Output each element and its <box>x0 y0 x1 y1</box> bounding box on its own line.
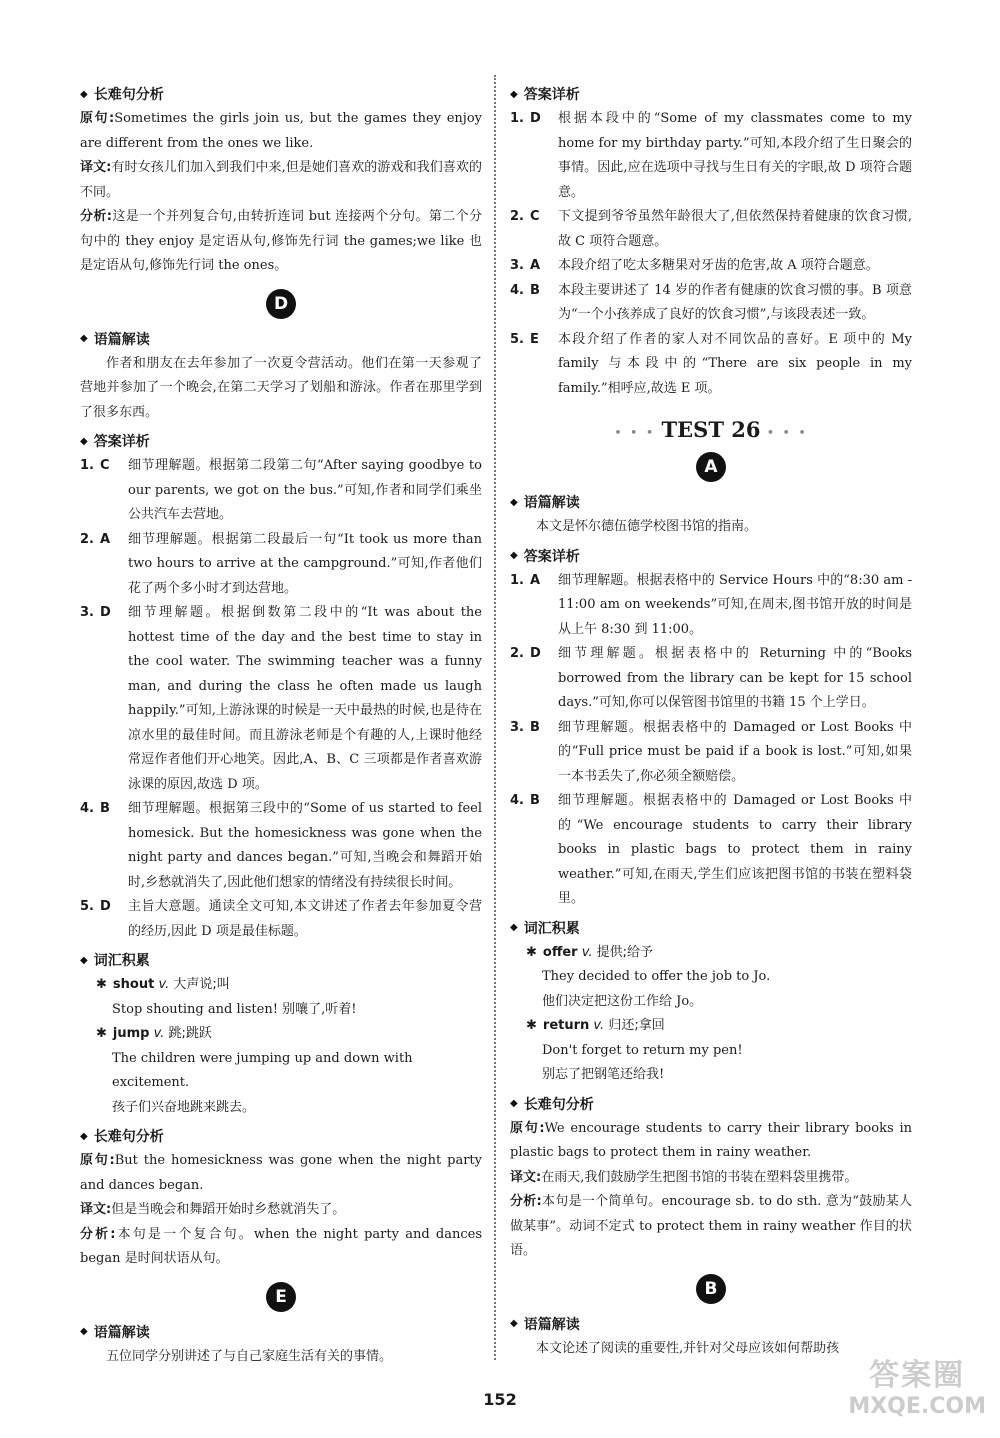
answer-item: 1. C 细节理解题。根据第二段第二句“After saying goodbye to our parents, we got on the bus.”可知,作者和同学们乘坐公共汽车去营地。 <box>80 458 482 522</box>
vocab-entry <box>96 1022 482 1120</box>
section-header-passage: ◆ 语篇解读 <box>510 495 580 511</box>
pencil-icon: ◆ <box>510 922 518 933</box>
vocab-headword: ✱ return v. 归还;拿回 <box>526 1018 665 1033</box>
pencil-icon: ◆ <box>80 1130 88 1142</box>
vocab-example-en: They decided to offer the job to Jo. <box>542 969 771 984</box>
section-header-answers: ◆ 答案详析 <box>510 548 580 565</box>
pencil-icon: ◆ <box>510 1318 518 1329</box>
asterisk-icon: ✱ <box>96 977 107 992</box>
vocab-example-en: The children were jumping up and down with excitement. <box>112 1050 413 1090</box>
page-number: 152 <box>483 1390 517 1409</box>
section-badge-a: A <box>696 452 726 482</box>
watermark-logo: 答案圈 MXQE.COM <box>848 1358 986 1419</box>
vocab-headword: ✱ offer v. 提供;给予 <box>526 944 654 960</box>
analysis: 分析:这是一个并列复合句,由转折连词 but 连接两个分句。第二个分句中的 they enjoy 是定语从句,修饰先行词 the games;we like 也是定语从句,修饰先行词 the ones。 <box>80 209 482 273</box>
translation: 译文:有时女孩儿们加入到我们中来,但是她们喜欢的游戏和我们喜欢的不同。 <box>80 160 482 200</box>
left-column <box>80 78 482 1369</box>
vocab-example-zh: 他们决定把这份工作给 Jo。 <box>542 993 703 1009</box>
section-header-passage: ◆ 语篇解读 <box>510 1316 580 1333</box>
pencil-icon: ◆ <box>80 954 88 966</box>
asterisk-icon: ✱ <box>96 1026 107 1041</box>
vocab-example: Stop shouting and listen! 别嚷了,听着! <box>112 1001 357 1017</box>
pencil-icon: ◆ <box>510 496 518 508</box>
pencil-icon: ◆ <box>510 1098 518 1109</box>
vocab-entry <box>526 1014 912 1088</box>
section-header-passage: ◆ 语篇解读 <box>80 331 150 348</box>
original-sentence: 原句:But the homesickness was gone when the night party and dances began. <box>80 1153 482 1193</box>
vocab-example-zh: 别忘了把钢笔还给我! <box>542 1067 665 1082</box>
answer-list-e <box>510 107 912 401</box>
vocab-example-zh: 孩子们兴奋地跳来跳去。 <box>112 1099 256 1115</box>
answer-item: 3. A 本段介绍了吃太多糖果对牙齿的危害,故 A 项符合题意。 <box>510 258 879 273</box>
answer-item: 4. B 细节理解题。根据表格中的 Damaged or Lost Books 中的“We encourage students to carry their library books in plastic bags to protect them in rainy weather.”可知,在雨天,学生们应该把图书馆的书装在塑料袋里。 <box>510 793 912 906</box>
answer-item: 3. D 细节理解题。根据倒数第二段中的“It was about the hottest time of the day and the best time to stay in the cool water. The swimming teacher was a funny man, and during the class he often made us laugh happily.”可知,上游泳课的时候是一天中最热的时候,也是待在凉水里的最佳时间。而且游泳老师是个有趣的人,上课时他经常逗作者他们开心地笑。因此,A、B、C 三项都是作者喜欢游泳课的原因,故选 D 项。 <box>80 605 482 792</box>
passage-summary: 作者和朋友在去年参加了一次夏令营活动。他们在第一天参观了营地并参加了一个晚会,在第二天学习了划船和游泳。作者在那里学到了很多东西。 <box>80 355 482 420</box>
section-header-long-sentence: ◆ 长难句分析 <box>510 1096 594 1113</box>
vocab-headword: ✱ jump v. 跳;跳跃 <box>96 1026 212 1041</box>
passage-summary: 本文是怀尔德伍德学校图书馆的指南。 <box>536 519 758 534</box>
answer-item: 2. A 细节理解题。根据第二段最后一句“It took us more than two hours to arrive at the campground.”可知,作者他们花了两个多小时才到达营地。 <box>80 531 482 596</box>
pencil-icon: ◆ <box>80 88 88 100</box>
section-header-long-sentence: ◆ 长难句分析 <box>80 1129 164 1145</box>
asterisk-icon: ✱ <box>526 944 537 960</box>
answer-item: 4. B 细节理解题。根据第三段中的“Some of us started to feel homesick. But the homesickness was gone when the night party and dances began.”可知,当晚会和舞蹈开始时,乡愁就消失了,因此他们想家的情绪没有持续很长时间。 <box>80 801 482 890</box>
dots-decoration: • • • <box>614 426 662 441</box>
vocab-example-en: Don't forget to return my pen! <box>542 1042 743 1058</box>
section-badge-d: D <box>266 289 296 319</box>
passage-summary: 本文论述了阅读的重要性,并针对父母应该如何帮助孩 <box>536 1340 840 1356</box>
translation: 译文:在雨天,我们鼓励学生把图书馆的书装在塑料袋里携带。 <box>510 1169 858 1185</box>
answer-item: 5. E 本段介绍了作者的家人对不同饮品的喜好。E 项中的 My family 与本段中的“There are six people in my family.”相呼应,故选 E 项。 <box>510 331 912 396</box>
pencil-icon: ◆ <box>80 333 88 344</box>
original-sentence: 原句:We encourage students to carry their library books in plastic bags to protect them in rainy weather. <box>510 1120 912 1160</box>
answer-list-d <box>80 454 482 944</box>
pencil-icon: ◆ <box>80 1326 88 1337</box>
vocab-headword: ✱ shout v. 大声说;叫 <box>96 977 230 992</box>
section-header-vocab: ◆ 词汇积累 <box>510 920 580 937</box>
answer-item: 5. D 主旨大意题。通读全文可知,本文讲述了作者去年参加夏令营的经历,因此 D 项是最佳标题。 <box>80 899 482 939</box>
section-header-answers: ◆ 答案详析 <box>80 434 150 450</box>
pencil-icon: ◆ <box>80 435 88 447</box>
answer-item: 1. A 细节理解题。根据表格中的 Service Hours 中的“8:30 am - 11:00 am on weekends”可知,在周末,图书馆开放的时间是从上午 8:30 到 11:00。 <box>510 572 912 637</box>
right-column <box>510 78 912 1361</box>
original-sentence: 原句:Sometimes the girls join us, but the games they enjoy are different from the ones we like. <box>80 111 482 151</box>
section-badge-e: E <box>266 1282 296 1312</box>
section-header-long-sentence: ◆ 长难句分析 <box>80 87 164 103</box>
section-header-vocab: ◆ 词汇积累 <box>80 953 150 969</box>
answer-list-a <box>510 569 912 912</box>
dots-decoration: • • • <box>760 426 808 441</box>
answer-item: 3. B 细节理解题。根据表格中的 Damaged or Lost Books 中的“Full price must be paid if a book is lost.”可知,如果一本书丢失了,你必须全额赔偿。 <box>510 719 912 784</box>
vocab-entry <box>96 973 482 1022</box>
section-badge-b: B <box>696 1274 726 1304</box>
pencil-icon: ◆ <box>510 550 518 561</box>
test-title: • • • TEST 26 • • • <box>614 417 808 442</box>
passage-summary: 五位同学分别讲述了与自己家庭生活有关的事情。 <box>106 1348 393 1364</box>
asterisk-icon: ✱ <box>526 1018 537 1033</box>
section-header-passage: ◆ 语篇解读 <box>80 1324 150 1341</box>
translation: 译文:但是当晚会和舞蹈开始时乡愁就消失了。 <box>80 1202 346 1217</box>
section-header-answers: ◆ 答案详析 <box>510 87 580 103</box>
pencil-icon: ◆ <box>510 88 518 100</box>
vocab-entry <box>526 941 912 1015</box>
analysis: 分析:本句是一个简单句。encourage sb. to do sth. 意为“鼓励某人做某事”。动词不定式 to protect them in rainy weather 作目的状语。 <box>510 1194 913 1258</box>
answer-item: 2. C 下文提到爷爷虽然年龄很大了,但依然保持着健康的饮食习惯,故 C 项符合题意。 <box>510 209 912 249</box>
column-divider <box>494 75 496 1360</box>
answer-item: 2. D 细节理解题。根据表格中的 Returning 中的“Books borrowed from the library can be kept for 15 school days.”可知,你可以保管图书馆里的书籍 15 个上学日。 <box>510 646 912 710</box>
analysis: 分析:本句是一个复合句。when the night party and dances began 是时间状语从句。 <box>80 1226 483 1266</box>
answer-item: 4. B 本段主要讲述了 14 岁的作者有健康的饮食习惯的事。B 项意为“一个小孩养成了良好的饮食习惯”,与该段表述一致。 <box>510 282 912 322</box>
answer-item: 1. D 根据本段中的“Some of my classmates come to my home for my birthday party.”可知,本段介绍了生日聚会的事情。因此,应在选项中寻找与生日有关的字眼,故 D 项符合题意。 <box>510 111 912 200</box>
